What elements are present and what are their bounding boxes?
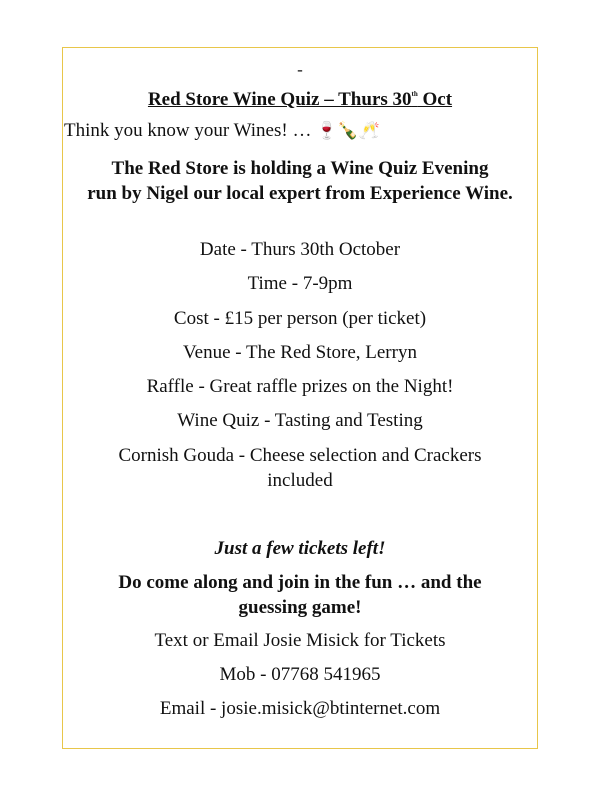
detail-venue: Venue - The Red Store, Lerryn <box>183 342 417 363</box>
title-end: Oct <box>417 89 453 110</box>
cta-line-1: Do come along and join in the fun … and the <box>118 572 482 593</box>
detail-cheese <box>0 443 600 493</box>
intro-text: Think you know your Wines! … <box>64 120 317 141</box>
call-to-action <box>0 570 600 620</box>
contact-email: Email - josie.misick@btinternet.com <box>159 698 441 719</box>
contact-mobile: Mob - 07768 541965 <box>219 664 381 685</box>
detail-raffle: Raffle - Great raffle prizes on the Night! <box>146 376 454 397</box>
detail-time: Time - 7-9pm <box>247 273 353 294</box>
detail-wine-quiz: Wine Quiz - Tasting and Testing <box>177 410 423 431</box>
dash-mark: - <box>297 60 303 79</box>
announcement-line-2: run by Nigel our local expert from Experience Wine. <box>87 183 513 204</box>
title-main: Red Store Wine Quiz – Thurs 30 <box>147 89 412 110</box>
tickets-left-note: Just a few tickets left! <box>214 538 386 559</box>
intro-line <box>64 119 380 143</box>
detail-cheese-line-2: included <box>267 470 333 491</box>
announcement-line-1: The Red Store is holding a Wine Quiz Evening <box>111 158 489 179</box>
detail-cost: Cost - £15 per person (per ticket) <box>173 308 427 329</box>
wine-glass-icon: 🍷 <box>316 121 338 141</box>
detail-cheese-line-1: Cornish Gouda - Cheese selection and Crackers <box>118 445 482 466</box>
detail-date: Date - Thurs 30th October <box>199 239 401 260</box>
champagne-bottle-icon: 🍾 <box>337 121 359 141</box>
contact-instruction: Text or Email Josie Misick for Tickets <box>154 630 446 651</box>
clinking-glasses-icon: 🥂 <box>358 121 380 141</box>
page-title <box>0 88 600 112</box>
announcement <box>0 156 600 206</box>
title-ordinal-suffix: th <box>411 90 418 98</box>
cta-line-2: guessing game! <box>238 597 362 618</box>
